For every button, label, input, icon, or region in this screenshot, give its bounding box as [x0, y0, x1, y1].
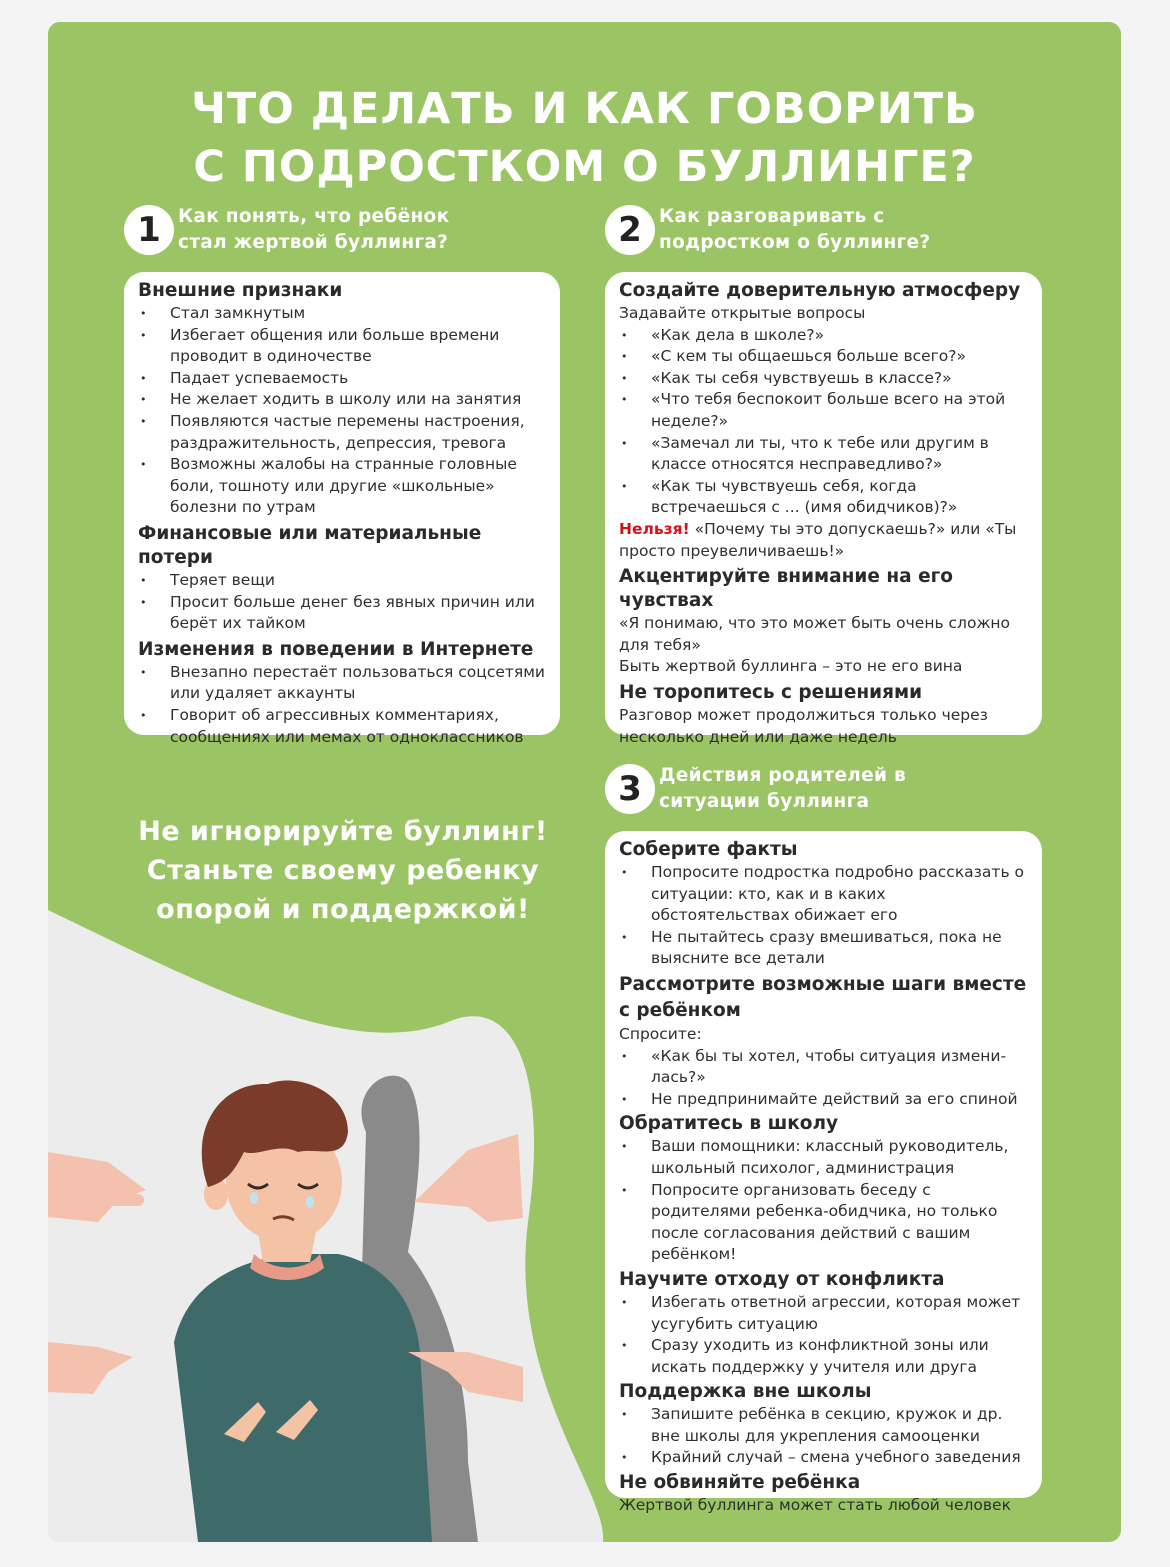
- question-item: • «С кем ты общаешься больше всего?»: [619, 346, 1028, 368]
- section-3-heading-school: Обратитесь в школу: [619, 1113, 839, 1135]
- section-3-card: [605, 831, 1042, 1515]
- section-1-heading: Финансовые или материальные потери: [138, 522, 482, 568]
- list-item: • Не желает ходить в школу или на занятия: [138, 389, 546, 411]
- list-item: • Попросите организовать беседу с родителями ребенка-обидчика, но только после согласования действий с вашим ребёнком!: [619, 1180, 1028, 1266]
- list-item: • Появляются частые перемены настроения, раздражительность, депрессия, тревога: [138, 411, 546, 454]
- section-2-text-2b: Быть жертвой буллинга – это не его вина: [619, 657, 963, 676]
- title-line-2: С ПОДРОСТКОМ О БУЛЛИНГЕ?: [193, 142, 976, 192]
- poster: [48, 22, 1121, 1542]
- section-3-heading-blame: Не обвиняйте ребёнка: [619, 1472, 861, 1494]
- section-3-heading-steps: Рассмотрите возможные шаги вместе с ребёнком: [619, 973, 1027, 1021]
- support-list: [619, 1404, 1028, 1469]
- section-2-heading-1: Создайте доверительную атмосферу: [619, 280, 1021, 301]
- section-3-steps-intro: Спросите:: [619, 1024, 702, 1043]
- section-2-text-3: Разговор может продолжиться только через несколько дней или даже недель: [619, 705, 988, 746]
- list-item: • Внезапно перестаёт пользоваться соцсетями или удаляет аккаунты: [138, 662, 546, 705]
- questions-list: [619, 325, 1028, 519]
- section-2-heading-2: Акцентируйте внимание на его чувствах: [619, 566, 953, 612]
- tear-icon: [250, 1192, 258, 1204]
- question-item: • «Что тебя беспокоит больше всего на этой неделе?»: [619, 389, 1028, 432]
- question-item: • «Как дела в школе?»: [619, 325, 1028, 347]
- facts-list: [619, 862, 1028, 970]
- section-3-heading-conflict: Научите отходу от конфликта: [619, 1268, 945, 1290]
- section-1-title: [178, 204, 449, 256]
- signs-list: [138, 570, 546, 635]
- section-2-heading-3: Не торопитесь с решениями: [619, 681, 923, 703]
- section-2-intro: Задавайте открытые вопросы: [619, 304, 866, 322]
- school-list: [619, 1136, 1028, 1266]
- question-item: • «Замечал ли ты, что к тебе или другим в классе относятся несправедливо?»: [619, 433, 1028, 476]
- section-3-title-line-1: Действия родителей в: [659, 765, 906, 786]
- list-item: • Просит больше денег без явных причин или берёт их тайком: [138, 592, 546, 635]
- list-item: • Стал замкнутым: [138, 303, 546, 325]
- page-title: [48, 80, 1121, 196]
- section-number-2: 2: [605, 205, 655, 255]
- section-3-heading-facts: Соберите факты: [619, 839, 798, 860]
- list-item: • Запишите ребёнка в секцию, кружок и др. вне школы для укрепления самооценки: [619, 1404, 1028, 1447]
- list-item: • Теряет вещи: [138, 570, 546, 592]
- section-2-title: [659, 204, 930, 256]
- list-item: • Избегает общения или больше времени проводит в одиночестве: [138, 325, 546, 368]
- section-number-1: 1: [124, 205, 174, 255]
- list-item: • «Как бы ты хотел, чтобы ситуация измени-лась?»: [619, 1046, 1028, 1089]
- list-item: • Говорит об агрессивных комментариях, сообщениях или мемах от одноклассников: [138, 705, 546, 748]
- signs-list: [138, 303, 546, 519]
- section-3-title-line-2: ситуации буллинга: [659, 791, 870, 812]
- title-line-1: ЧТО ДЕЛАТЬ И КАК ГОВОРИТЬ: [191, 84, 978, 134]
- section-1-title-line-2: стал жертвой буллинга?: [178, 232, 449, 253]
- list-item: • Возможны жалобы на странные головные боли, тошноту или другие «школьные» болезни по утрам: [138, 454, 546, 519]
- section-2-text-2a: «Я понимаю, что это может быть очень сложно для тебя»: [619, 614, 1011, 654]
- signs-list: [138, 662, 546, 748]
- list-item: • Ваши помощники: классный руководитель, школьный психолог, администрация: [619, 1136, 1028, 1179]
- warning-paragraph: [619, 519, 1028, 562]
- section-number-3: 3: [605, 764, 655, 814]
- section-2-title-line-1: Как разговаривать с: [659, 206, 885, 227]
- warning-label: Нельзя!: [619, 519, 690, 538]
- slogan-line-2: Станьте своему ребенку: [146, 855, 540, 886]
- tear-icon-2: [306, 1196, 314, 1208]
- list-item: • Попросите подростка подробно рассказать о ситуации: кто, как и в каких обстоятельствах обижает его: [619, 862, 1028, 927]
- section-3-blame-text: Жертвой буллинга может стать любой человек: [619, 1496, 1011, 1515]
- boy-sweater: [174, 1254, 432, 1542]
- question-item: • «Как ты чувствуешь себя, когда встречаешься с ... (имя обидчиков)?»: [619, 476, 1028, 519]
- question-item: • «Как ты себя чувствуешь в классе?»: [619, 368, 1028, 390]
- list-item: • Не предпринимайте действий за его спиной: [619, 1089, 1028, 1111]
- section-3-title: [659, 763, 906, 815]
- conflict-list: [619, 1292, 1028, 1378]
- section-2-card: [605, 272, 1042, 746]
- slogan-line-1: Не игнорируйте буллинг!: [138, 816, 548, 847]
- section-1-title-line-1: Как понять, что ребёнок: [178, 206, 450, 227]
- list-item: • Крайний случай – смена учебного заведения: [619, 1447, 1028, 1469]
- section-3-heading-support: Поддержка вне школы: [619, 1381, 872, 1403]
- section-1-card: [124, 272, 560, 746]
- section-2-header: [605, 205, 930, 256]
- slogan-line-3: опорой и поддержкой!: [156, 894, 530, 925]
- list-item: • Падает успеваемость: [138, 368, 546, 390]
- steps-list: [619, 1046, 1028, 1111]
- warning-text: «Почему ты это допускаешь?» или «Ты просто преувеличиваешь!»: [619, 519, 1017, 560]
- section-1-heading: Изменения в поведении в Интернете: [138, 638, 534, 660]
- list-item: • Избегать ответной агрессии, которая может усугубить ситуацию: [619, 1292, 1028, 1335]
- section-3-header: [605, 764, 906, 815]
- section-2-title-line-2: подростком о буллинге?: [659, 232, 931, 253]
- section-1-heading: Внешние признаки: [138, 280, 343, 301]
- section-1-header: [124, 205, 449, 256]
- slogan: [48, 812, 638, 929]
- list-item: • Сразу уходить из конфликтной зоны или искать поддержку у учителя или друга: [619, 1335, 1028, 1378]
- list-item: • Не пытайтесь сразу вмешиваться, пока не выясните все детали: [619, 927, 1028, 970]
